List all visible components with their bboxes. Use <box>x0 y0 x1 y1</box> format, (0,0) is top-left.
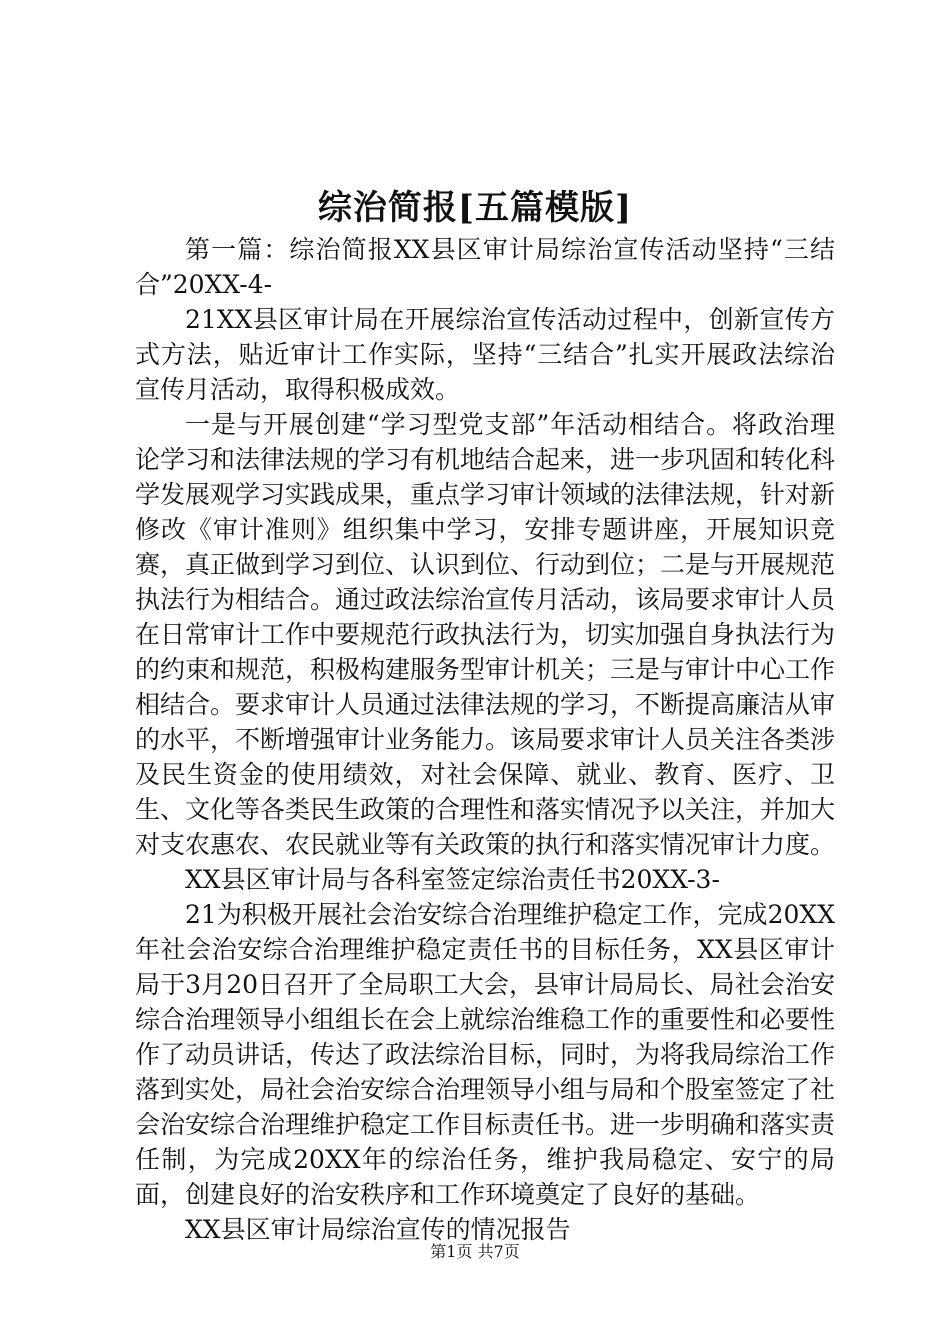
document-title: 综治简报[五篇模版] <box>317 188 633 228</box>
document-body <box>135 232 835 1247</box>
page-number-footer: 第1页 共7页 <box>430 1242 520 1261</box>
paragraph: 一是与开展创建“学习型党支部”年活动相结合。将政治理论学习和法律法规的学习有机地结合起来，进一步巩固和转化科学发展观学习实践成果，重点学习审计领域的法律法规，针对新修改《审计准则》组织集中学习，安排专题讲座，开展知识竞赛，真正做到学习到位、认识到位、行动到位；二是与开展规范执法行为相结合。通过政法综治宣传月活动，该局要求审计人员在日常审计工作中要规范行政执法行为，切实加强自身执法行为的约束和规范，积极构建服务型审计机关；三是与审计中心工作相结合。要求审计人员通过法律法规的学习，不断提高廉洁从审的水平，不断增强审计业务能力。该局要求审计人员关注各类涉及民生资金的使用绩效，对社会保障、就业、教育、医疗、卫生、文化等各类民生政策的合理性和落实情况予以关注，并加大对支农惠农、农民就业等有关政策的执行和落实情况审计力度。 <box>135 410 836 859</box>
paragraph: XX县区审计局综治宣传的情况报告 <box>185 1215 571 1244</box>
paragraph: 21为积极开展社会治安综合治理维护稳定工作，完成20XX年社会治安综合治理维护稳定责任书的目标任务，XX县区审计局于3月20日召开了全局职工大会，县审计局局长、局社会治安综合治理领导小组组长在会上就综治维稳工作的重要性和必要性作了动员讲话，传达了政法综治目标，同时，为将我局综治工作落到实处，局社会治安综合治理领导小组与局和个股室签定了社会治安综合治理维护稳定工作目标责任书。进一步明确和落实责任制，为完成20XX年的综治任务，维护我局稳定、安宁的局面，创建良好的治安秩序和工作环境奠定了良好的基础。 <box>135 900 836 1209</box>
paragraph: 第一篇：综治简报XX县区审计局综治宣传活动坚持“三结合”20XX-4- <box>135 235 835 299</box>
paragraph: 21XX县区审计局在开展综治宣传活动过程中，创新宣传方式方法，贴近审计工作实际，坚持“三结合”扎实开展政法综治宣传月活动，取得积极成效。 <box>135 305 835 404</box>
paragraph: XX县区审计局与各科室签定综治责任书20XX-3- <box>185 865 720 894</box>
